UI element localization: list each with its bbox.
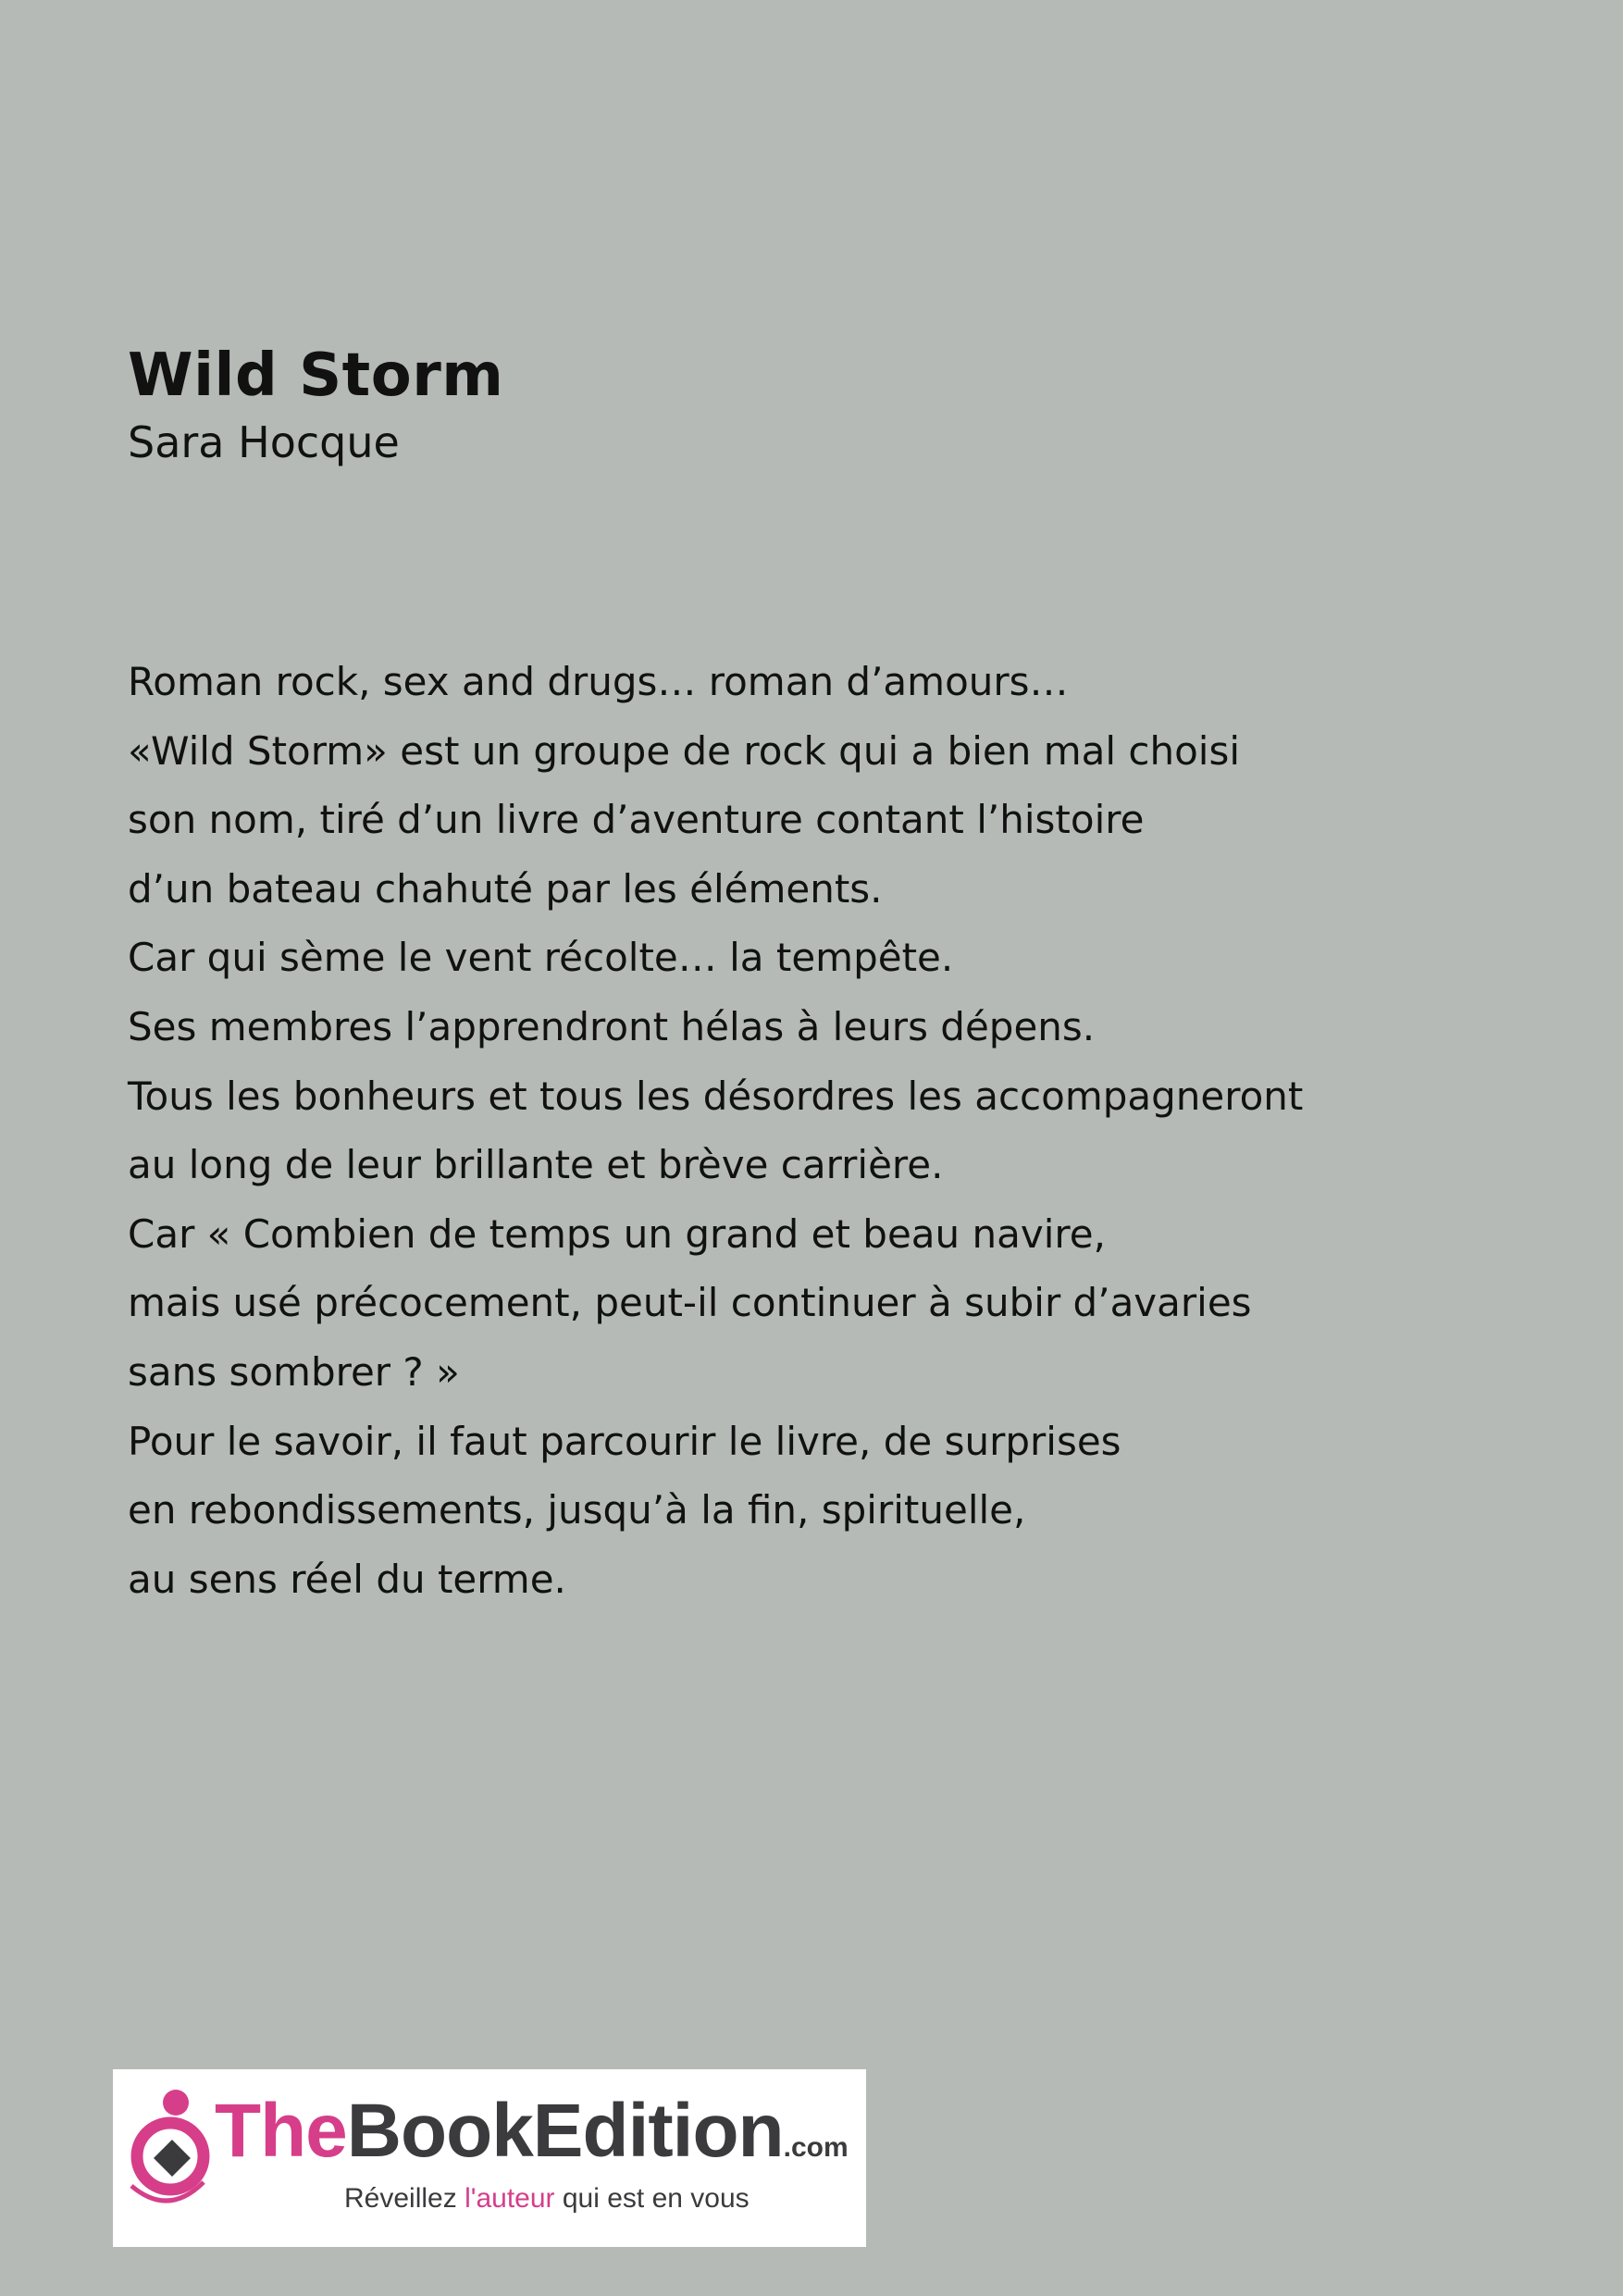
- logo-wordmark-suffix: .com: [783, 2132, 849, 2163]
- tagline-text-end: qui est en vous: [554, 2183, 750, 2214]
- publisher-logo: [113, 2069, 866, 2247]
- blurb-line: Roman rock, sex and drugs… roman d’amours…: [128, 659, 1069, 704]
- blurb-line: Car « Combien de temps un grand et beau navire,: [128, 1210, 1106, 1257]
- back-cover-blurb: [128, 648, 1469, 1614]
- book-title: Wild Storm: [128, 341, 504, 410]
- blurb-line: Tous les bonheurs et tous les désordres les accompagneront: [128, 1073, 1304, 1119]
- logo-wordmark-bookedition: BookEdition: [346, 2089, 784, 2173]
- blurb-line: Car qui sème le vent récolte… la tempête.: [128, 935, 954, 981]
- blurb-line: au long de leur brillante et brève carrière.: [128, 1142, 944, 1188]
- logo-tagline: [344, 2182, 750, 2215]
- blurb-line: au sens réel du terme.: [128, 1556, 566, 1602]
- blurb-line: Pour le savoir, il faut parcourir le livre, de surprises: [128, 1418, 1121, 1464]
- logo-wordmark: [215, 2090, 849, 2190]
- blurb-line: en rebondissements, jusqu’à la fin, spirituelle,: [128, 1487, 1026, 1533]
- book-author: Sara Hocque: [128, 417, 400, 467]
- blurb-line: «Wild Storm» est un groupe de rock qui a bien mal choisi: [128, 727, 1241, 774]
- title-block: [128, 342, 1238, 468]
- thebookedition-logo-icon: [118, 2079, 229, 2236]
- tagline-accent: l'auteur: [465, 2183, 555, 2214]
- blurb-line: mais usé précocement, peut-il continuer à subir d’avaries: [128, 1280, 1252, 1326]
- blurb-line: sans sombrer ? »: [128, 1348, 460, 1395]
- blurb-line: Ses membres l’apprendront hélas à leurs dépens.: [128, 1003, 1096, 1049]
- blurb-line: son nom, tiré d’un livre d’aventure contant l’histoire: [128, 797, 1145, 843]
- tagline-text: Réveillez: [344, 2183, 465, 2214]
- blurb-line: d’un bateau chahuté par les éléments.: [128, 865, 883, 912]
- logo-wordmark-the: The: [215, 2089, 347, 2173]
